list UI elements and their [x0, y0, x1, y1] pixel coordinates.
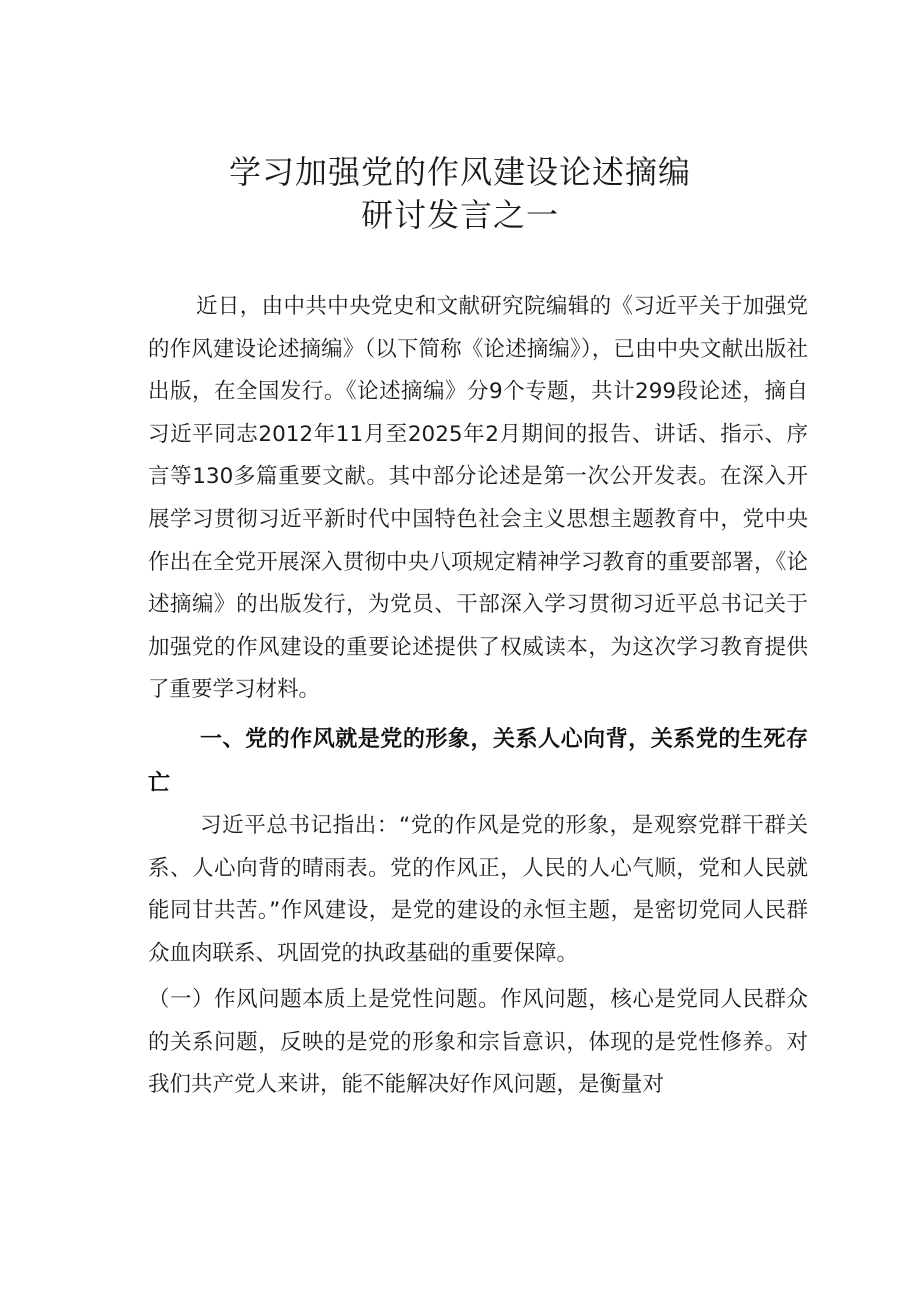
document-title: 学习加强党的作风建设论述摘编 [228, 153, 691, 191]
section-heading-1: 一、党的作风就是党的形象，关系人心向背，关系党的生死存亡 [148, 727, 808, 796]
section-1-paragraph: 习近平总书记指出：“党的作风是党的形象，是观察党群干群关系、人心向背的晴雨表。党的作风正，人民的人心气顺，党和人民就能同甘共苦。”作风建设，是党的建设的永恒主题，是密切党同人民群众血肉联系、巩固党的执政基础的重要保障。 [148, 813, 808, 966]
subsection-1-paragraph: （一）作风问题本质上是党性问题。作风问题，核心是党同人民群众的关系问题，反映的是党的形象和宗旨意识，体现的是党性修养。对我们共产党人来讲，能不能解决好作风问题，是衡量对 [148, 987, 808, 1098]
document-subtitle: 研讨发言之一 [360, 196, 559, 234]
intro-paragraph: 近日，由中共中央党史和文献研究院编辑的《习近平关于加强党的作风建设论述摘编》（以下简称《论述摘编》），已由中央文献出版社出版，在全国发行。《论述摘编》分9个专题，共计299段论述，摘自习近平同志2012年11月至2025年2月期间的报告、讲话、指示、序言等130多篇重要文献。其中部分论述是第一次公开发表。在深入开展学习贯彻习近平新时代中国特色社会主义思想主题教育中，党中央作出在全党开展深入贯彻中央八项规定精神学习教育的重要部署，《论述摘编》的出版发行，为党员、干部深入学习贯彻习近平总书记关于加强党的作风建设的重要论述提供了权威读本，为这次学习教育提供了重要学习材料。 [148, 294, 809, 703]
